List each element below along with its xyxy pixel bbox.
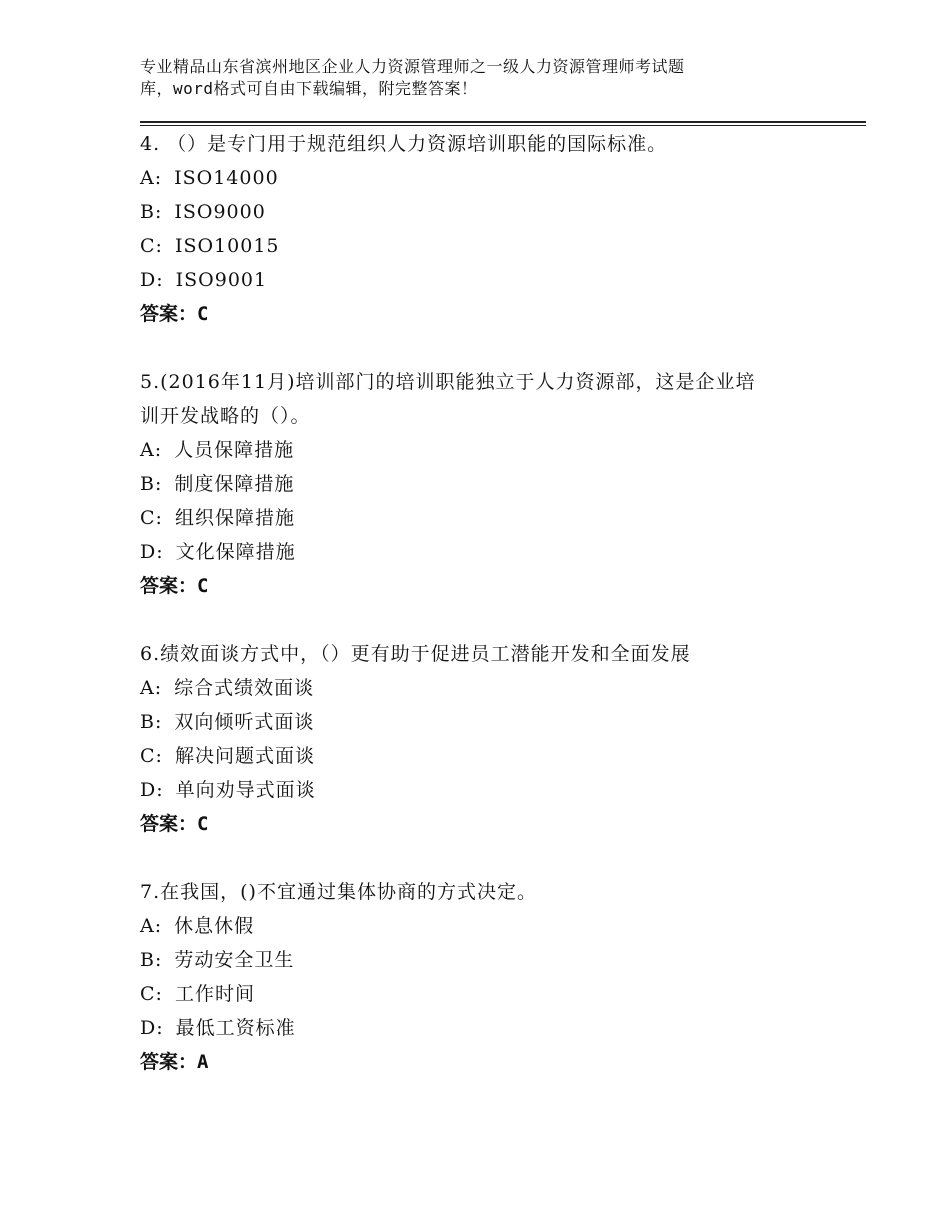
option-letter: A: <box>140 677 163 699</box>
option-text: 双向倾听式面谈 <box>174 711 315 733</box>
option-d <box>140 263 840 297</box>
option-letter: B: <box>140 201 163 223</box>
option-b <box>140 705 840 739</box>
option-text: ISO9001 <box>175 269 268 291</box>
option-c <box>140 501 840 535</box>
option-text: ISO14000 <box>174 167 279 189</box>
option-letter: C: <box>140 983 163 1005</box>
option-letter: D: <box>140 1017 164 1039</box>
header-rule-thick <box>140 121 866 123</box>
option-letter: D: <box>140 779 164 801</box>
option-text: 解决问题式面谈 <box>174 745 315 767</box>
option-a <box>140 161 840 195</box>
option-letter: C: <box>140 235 163 257</box>
option-c <box>140 977 840 1011</box>
question-list <box>140 127 840 1113</box>
option-letter: A: <box>140 915 163 937</box>
option-letter: C: <box>140 507 163 529</box>
option-text: 文化保障措施 <box>175 541 296 563</box>
option-letter: B: <box>140 473 163 495</box>
document-header <box>140 56 800 100</box>
option-text: ISO10015 <box>174 235 280 257</box>
answer-label: 答案：C <box>140 813 209 835</box>
question-stem-line: 训开发战略的（）。 <box>140 405 311 427</box>
option-text: 劳动安全卫生 <box>174 949 295 971</box>
option-text: 人员保障措施 <box>174 439 295 461</box>
question-stem-line: 6.绩效面谈方式中，（）更有助于促进员工潜能开发和全面发展 <box>140 643 691 665</box>
option-text: 单向劝导式面谈 <box>175 779 316 801</box>
question-stem <box>140 365 820 433</box>
option-d <box>140 773 840 807</box>
option-c <box>140 229 840 263</box>
header-line-1: 专业精品山东省滨州地区企业人力资源管理师之一级人力资源管理师考试题 <box>140 57 685 76</box>
option-text: 休息休假 <box>174 915 255 937</box>
question-stem-line: 5.(2016年11月)培训部门的培训职能独立于人力资源部，这是企业培 <box>140 371 756 393</box>
question-7 <box>140 875 840 1079</box>
option-letter: D: <box>140 269 164 291</box>
option-b <box>140 943 840 977</box>
option-text: 组织保障措施 <box>174 507 295 529</box>
option-d <box>140 535 840 569</box>
option-d <box>140 1011 840 1045</box>
question-6 <box>140 637 840 841</box>
option-c <box>140 739 840 773</box>
option-letter: A: <box>140 167 163 189</box>
option-text: ISO9000 <box>174 201 266 223</box>
option-text: 最低工资标准 <box>175 1017 296 1039</box>
question-stem-line: 7.在我国，()不宜通过集体协商的方式决定。 <box>140 881 537 903</box>
question-stem <box>140 127 820 161</box>
question-4 <box>140 127 840 331</box>
option-text: 综合式绩效面谈 <box>174 677 315 699</box>
header-line-2: 库，word格式可自由下载编辑，附完整答案！ <box>140 79 478 98</box>
option-letter: A: <box>140 439 163 461</box>
option-b <box>140 467 840 501</box>
answer-label: 答案：A <box>140 1051 209 1073</box>
option-a <box>140 909 840 943</box>
option-a <box>140 671 840 705</box>
answer-label: 答案：C <box>140 303 209 325</box>
option-letter: D: <box>140 541 164 563</box>
option-letter: B: <box>140 711 163 733</box>
answer-label: 答案：C <box>140 575 209 597</box>
question-5 <box>140 365 840 603</box>
question-stem-line: 4. （）是专门用于规范组织人力资源培训职能的国际标准。 <box>140 133 668 155</box>
option-a <box>140 433 840 467</box>
option-b <box>140 195 840 229</box>
option-letter: B: <box>140 949 163 971</box>
option-text: 工作时间 <box>174 983 255 1005</box>
question-stem <box>140 875 820 909</box>
header-rule-thin <box>140 125 866 126</box>
option-letter: C: <box>140 745 163 767</box>
question-stem <box>140 637 820 671</box>
option-text: 制度保障措施 <box>174 473 295 495</box>
